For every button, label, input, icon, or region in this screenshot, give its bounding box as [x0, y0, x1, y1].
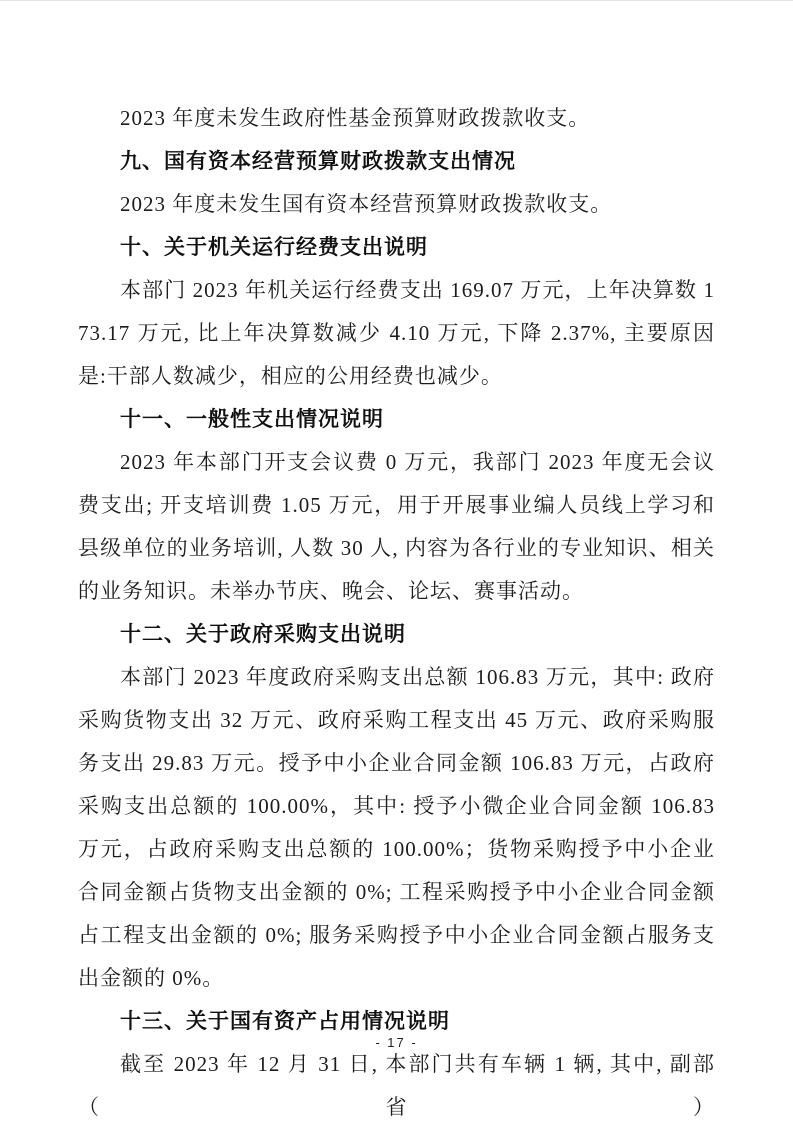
heading-section-10-operation-expense: 十、关于机关运行经费支出说明 [120, 236, 428, 259]
paragraph-state-capital-note: 2023 年度未发生国有资本经营预算财政拨款收支。 [120, 192, 613, 216]
page-number: - 17 - [375, 1035, 418, 1050]
heading-section-13-state-assets: 十三、关于国有资产占用情况说明 [120, 1010, 450, 1033]
paragraph-gov-fund-note: 2023 年度未发生政府性基金预算财政拨款收支。 [120, 106, 591, 130]
heading-section-12-procurement: 十二、关于政府采购支出说明 [120, 623, 406, 646]
document-content [78, 97, 715, 1122]
heading-section-9-state-capital-budget: 九、国有资本经营预算财政拨款支出情况 [120, 150, 516, 173]
heading-section-11-general-expense: 十一、一般性支出情况说明 [120, 408, 384, 431]
paragraph-state-assets: 截至 2023 年 12 月 31 日, 本部门共有车辆 1 辆, 其中, 副部（省） [78, 1052, 715, 1119]
paragraph-operation-expense: 本部门 2023 年机关运行经费支出 169.07 万元，上年决算数 173.17 万元, 比上年决算数减少 4.10 万元, 下降 2.37%, 主要原因是:干部人数减少，相应的公用经费也减少。 [78, 278, 715, 388]
paragraph-procurement: 本部门 2023 年度政府采购支出总额 106.83 万元，其中: 政府采购货物支出 32 万元、政府采购工程支出 45 万元、政府采购服务支出 29.83 万元。授予中小企业合同金额 106.83 万元，占政府采购支出总额的 100.00%，其中: 授予小微企业合同金额 106.83 万元，占政府采购支出总额的 100.00%；货物采购授予中小企业合同金额占货物支出金额的 0%; 工程采购授予中小企业合同金额占工程支出金额的 0%; 服务采购授予中小企业合同金额占服务支出金额的 0%。 [78, 665, 715, 990]
paragraph-general-expense: 2023 年本部门开支会议费 0 万元，我部门 2023 年度无会议费支出; 开支培训费 1.05 万元，用于开展事业编人员线上学习和县级单位的业务培训, 人数 30 人, 内容为各行业的专业知识、相关的业务知识。未举办节庆、晚会、论坛、赛事活动。 [78, 450, 715, 603]
